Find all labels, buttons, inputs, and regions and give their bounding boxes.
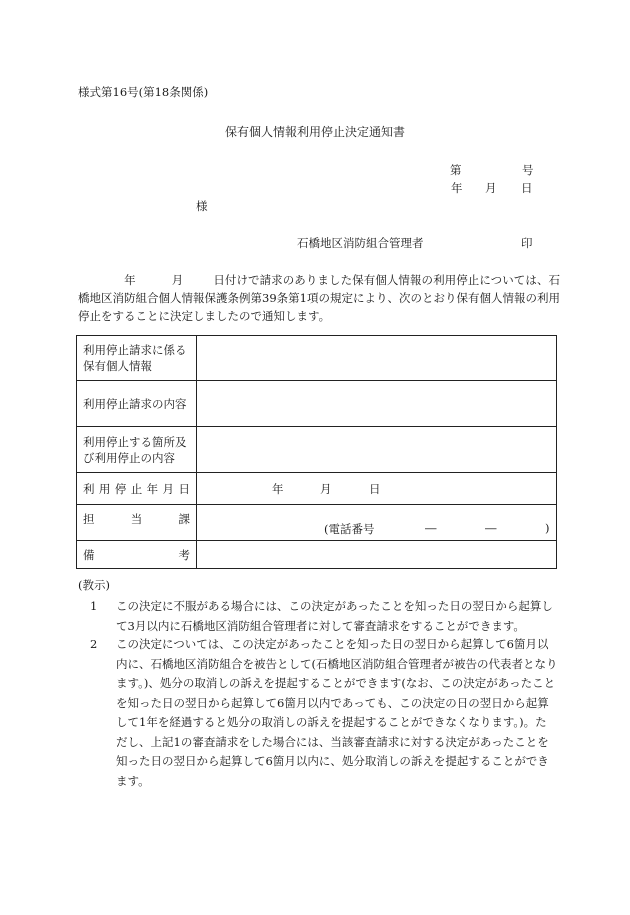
body-year-label: 年 <box>124 273 136 287</box>
note-number: 2 <box>90 637 98 651</box>
row-value-target-info <box>197 336 557 381</box>
table-row <box>77 473 557 505</box>
table-row <box>77 336 557 381</box>
notes-heading: (教示) <box>78 578 110 592</box>
phone-close-label: ) <box>545 521 550 535</box>
issuer-name: 石橋地区消防組合管理者 <box>297 236 424 250</box>
suspension-day-label: 日 <box>369 482 381 496</box>
note-text: この決定に不服がある場合には、この決定があったことを知った日の翌日から起算して3月以内に石橋地区消防組合管理者に対して審査請求をすることができます。 <box>116 599 553 633</box>
row-value-request-content <box>197 381 557 427</box>
suspension-month-label: 月 <box>320 482 332 496</box>
row-value-remarks <box>197 541 557 569</box>
date-year-label: 年 <box>451 181 463 195</box>
table-row <box>77 505 557 541</box>
date-month-label: 月 <box>485 181 497 195</box>
body-month-label: 月 <box>171 273 184 287</box>
note-item-2 <box>90 635 558 791</box>
note-item-1 <box>90 597 558 636</box>
row-value-suspension-content <box>197 427 557 473</box>
notice-body <box>78 271 560 325</box>
note-number: 1 <box>90 599 98 613</box>
row-label-department: 担 当 課 <box>77 505 197 541</box>
seal-label: 印 <box>521 236 533 250</box>
phone-dash-2: ― <box>485 521 497 535</box>
row-value-department <box>197 505 557 541</box>
table-row <box>77 541 557 569</box>
suspension-year-label: 年 <box>272 482 284 496</box>
note-text: この決定については、この決定があったことを知った日の翌日から起算して6箇月以内に、石橋地区消防組合を被告として(石橋地区消防組合管理者が被告の代表者となります。)、処分の取消しの訴えを提起することができます(なお、この決定があったことを知った日の翌日から起算して6箇月以内であっても、この決定の日の翌日から起算して1年を経過すると処分の取消しの訴えを提起することができなくなります。)。ただし、上記1の審査請求をした場合には、当該審査請求に対する決定があったことを知った日の翌日から起算して6箇月以内に、処分取消しの訴えを提起することができます。 <box>116 637 558 788</box>
phone-open-label: (電話番号 <box>324 522 375 536</box>
date-day-label: 日 <box>521 181 533 195</box>
row-label-target-info: 利用停止請求に係る保有個人情報 <box>77 336 197 381</box>
row-label-suspension-date: 利 用 停 止 年 月 日 <box>77 473 197 505</box>
form-reference: 様式第16号(第18条関係) <box>78 85 209 99</box>
decision-info-table <box>76 335 557 569</box>
row-label-remarks: 備 考 <box>77 541 197 569</box>
number-prefix-label: 第 <box>450 163 462 177</box>
row-value-suspension-date <box>197 473 557 505</box>
table-row <box>77 427 557 473</box>
recipient-honorific: 様 <box>196 199 208 213</box>
number-suffix-label: 号 <box>522 163 534 177</box>
row-label-suspension-content: 利用停止する箇所及び利用停止の内容 <box>77 427 197 473</box>
row-label-request-content: 利用停止請求の内容 <box>77 381 197 427</box>
body-text: 日付けで請求のありました保有個人情報の利用停止については、石橋地区消防組合個人情報保護条例第39条第1項の規定により、次のとおり保有個人情報の利用停止をすることに決定しましたので通知します。 <box>78 273 561 323</box>
document-title: 保有個人情報利用停止決定通知書 <box>224 125 405 139</box>
table-row <box>77 381 557 427</box>
phone-dash-1: ― <box>425 521 437 535</box>
